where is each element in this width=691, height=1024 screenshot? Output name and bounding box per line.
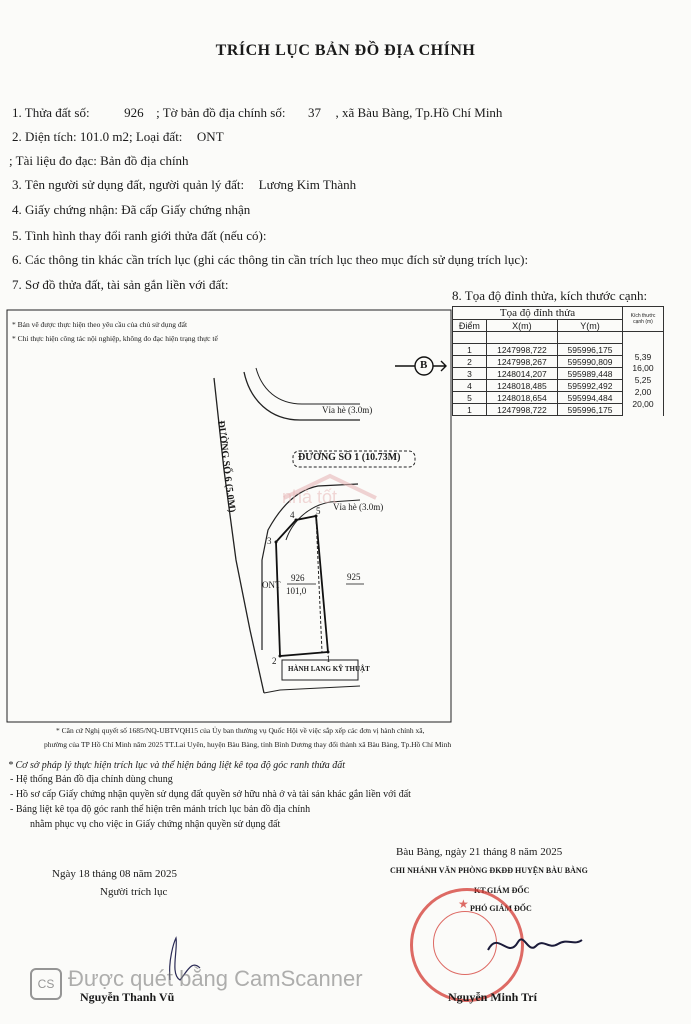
right-sign-org: CHI NHÁNH VĂN PHÒNG ĐKĐĐ HUYỆN BÀU BÀNG xyxy=(390,866,588,875)
row-length: 5,39 xyxy=(623,350,664,362)
legal-note-5: - Hồ sơ cấp Giấy chứng nhận quyền sử dụng đất quyền sở hữu nhà ở và tài sản khác gắn liền với đất xyxy=(10,789,411,800)
parcel-label: 1. Thửa đất số: xyxy=(12,105,90,120)
line-boundary-change: 5. Tình hình thay đổi ranh giới thửa đất (nếu có): xyxy=(12,228,267,243)
left-sign-date: Ngày 18 tháng 08 năm 2025 xyxy=(52,868,177,880)
line-diagram: 7. Sơ đồ thửa đất, tài sản gắn liền với đất: xyxy=(12,277,229,292)
vertex-4: 4 xyxy=(290,510,295,520)
row-point: 3 xyxy=(453,368,487,380)
legal-note-3: * Cơ sở pháp lý thực hiện trích lục và thể hiện bảng liệt kê tọa độ góc ranh thửa đất xyxy=(8,760,346,771)
land-type-label: ONT xyxy=(262,580,281,590)
row-x: 1247998,267 xyxy=(486,356,557,368)
official-stamp: ★ xyxy=(410,888,524,1002)
legal-note-4: - Hệ thống Bản đồ địa chính dùng chung xyxy=(10,774,173,785)
row-y: 595994,484 xyxy=(557,392,622,404)
row-y: 595996,175 xyxy=(557,344,622,356)
vertex-1: 1 xyxy=(326,654,331,664)
row-x: 1248018,485 xyxy=(486,380,557,392)
row-point: 1 xyxy=(453,344,487,356)
legal-note-6: - Bảng liệt kê tọa độ góc ranh thể hiện trên mảnh trích lục bản đồ địa chính xyxy=(10,804,311,815)
row-x: 1247998,722 xyxy=(486,404,557,416)
col-length-header: Kích thước cạnh (m) xyxy=(623,307,664,332)
row-y: 595996,175 xyxy=(557,404,622,416)
line-other-info: 6. Các thông tin khác cần trích lục (ghi các thông tin cần trích lục theo mục đích sử dụng trích lục): xyxy=(12,252,529,267)
col-y-header: Y(m) xyxy=(557,320,622,332)
sheet-label: ; Tờ bản đồ địa chính số: xyxy=(156,105,286,120)
vertex-5: 5 xyxy=(316,506,321,516)
row-x: 1248014,207 xyxy=(486,368,557,380)
row-length: 5,25 xyxy=(623,374,664,386)
row-y: 595990,809 xyxy=(557,356,622,368)
legal-note-7: nhằm phục vụ cho việc in Giấy chứng nhận quyền sử dụng đất xyxy=(30,819,281,830)
compass-arrow xyxy=(433,361,446,371)
vertex-2: 2 xyxy=(272,656,277,666)
camscanner-text: Được quét bằng CamScanner xyxy=(68,966,363,991)
col-x-header: X(m) xyxy=(486,320,557,332)
neighbor-parcel-label: 925 xyxy=(347,572,361,582)
vertex-3: 3 xyxy=(267,536,272,546)
parcel-number-label: 926 xyxy=(291,573,305,583)
corridor-label: HÀNH LANG KỸ THUẬT xyxy=(288,665,370,673)
right-sign-role1: KT.GIÁM ĐỐC xyxy=(474,886,530,895)
location-text: , xã Bàu Bàng, Tp.Hồ Chí Minh xyxy=(335,105,503,120)
line-survey-doc: ; Tài liệu đo đạc: Bản đồ địa chính xyxy=(9,153,189,168)
row-y: 595992,492 xyxy=(557,380,622,392)
map-note-1: * Bản vẽ được thực hiện theo yêu cầu của chủ sử dụng đất xyxy=(12,320,188,329)
left-sign-role: Người trích lục xyxy=(100,886,168,898)
road6-label: ĐƯỜNG SỐ 6 (5.0M) xyxy=(215,420,238,514)
row-length: 16,00 xyxy=(623,362,664,374)
row-point: 2 xyxy=(453,356,487,368)
parcel-area-label: 101,0 xyxy=(286,586,307,596)
document-title: TRÍCH LỤC BẢN ĐỒ ĐỊA CHÍNH xyxy=(215,42,476,59)
row-x: 1248018,654 xyxy=(486,392,557,404)
legal-note-2: phường của TP Hồ Chí Minh năm 2025 TT.Lai Uyên, huyện Bàu Bàng, tỉnh Bình Dương thay đổi thành xã Bàu Bàng, Tp.Hồ Chí Minh xyxy=(44,740,452,749)
watermark-logo: nhà tốt xyxy=(282,487,338,507)
sidewalk-top-line xyxy=(256,368,360,404)
compass-label: B xyxy=(420,359,428,371)
table-row xyxy=(453,332,664,344)
coords-caption: 8. Tọa độ đỉnh thửa, kích thước cạnh: xyxy=(452,288,648,303)
row-x: 1247998,722 xyxy=(486,344,557,356)
row-length: 20,00 xyxy=(623,398,664,410)
land-type: ONT xyxy=(196,129,224,144)
right-sign-role2: PHÓ GIÁM ĐỐC xyxy=(470,904,532,913)
table-row xyxy=(453,344,664,356)
map-note-2: * Chỉ thực hiện công tác nội nghiệp, không đo đạc hiện trạng thực tế xyxy=(12,334,218,343)
coords-table-header: Tọa độ đỉnh thửa xyxy=(453,307,623,320)
right-signature xyxy=(478,920,588,970)
col-point-header: Điểm xyxy=(453,320,487,332)
owner-name: Lương Kim Thành xyxy=(258,177,357,192)
line-certificate: 4. Giấy chứng nhận: Đã cấp Giấy chứng nhận xyxy=(12,202,251,217)
coords-table xyxy=(452,306,664,416)
row-point: 5 xyxy=(453,392,487,404)
parcel-number: 926 xyxy=(124,105,144,120)
row-point: 4 xyxy=(453,380,487,392)
owner-label: 3. Tên người sử dụng đất, người quản lý đất: xyxy=(12,177,245,192)
sidewalk-mid-label: Vỉa hè (3.0m) xyxy=(333,502,384,512)
left-sign-name: Nguyễn Thanh Vũ xyxy=(80,990,175,1004)
right-sign-name: Nguyễn Minh Trí xyxy=(448,990,537,1004)
camscanner-logo: CS xyxy=(30,968,62,1000)
right-sign-date: Bàu Bàng, ngày 21 tháng 8 năm 2025 xyxy=(396,846,563,858)
row-length: 2,00 xyxy=(623,386,664,398)
sidewalk-top-label: Vỉa hè (3.0m) xyxy=(322,405,373,415)
row-y: 595989,448 xyxy=(557,368,622,380)
legal-note-1: * Căn cứ Nghị quyết số 1685/NQ-UBTVQH15 của Ủy ban thường vụ Quốc Hội về việc sắp xếp các đơn vị hành chính xã, xyxy=(56,726,425,735)
area-text: 2. Diện tích: 101.0 m2; Loại đất: xyxy=(12,129,183,144)
sheet-number: 37 xyxy=(307,105,321,120)
road1-label: ĐƯỜNG SỐ 1 (10.73M) xyxy=(298,452,401,463)
row-point: 1 xyxy=(453,404,487,416)
